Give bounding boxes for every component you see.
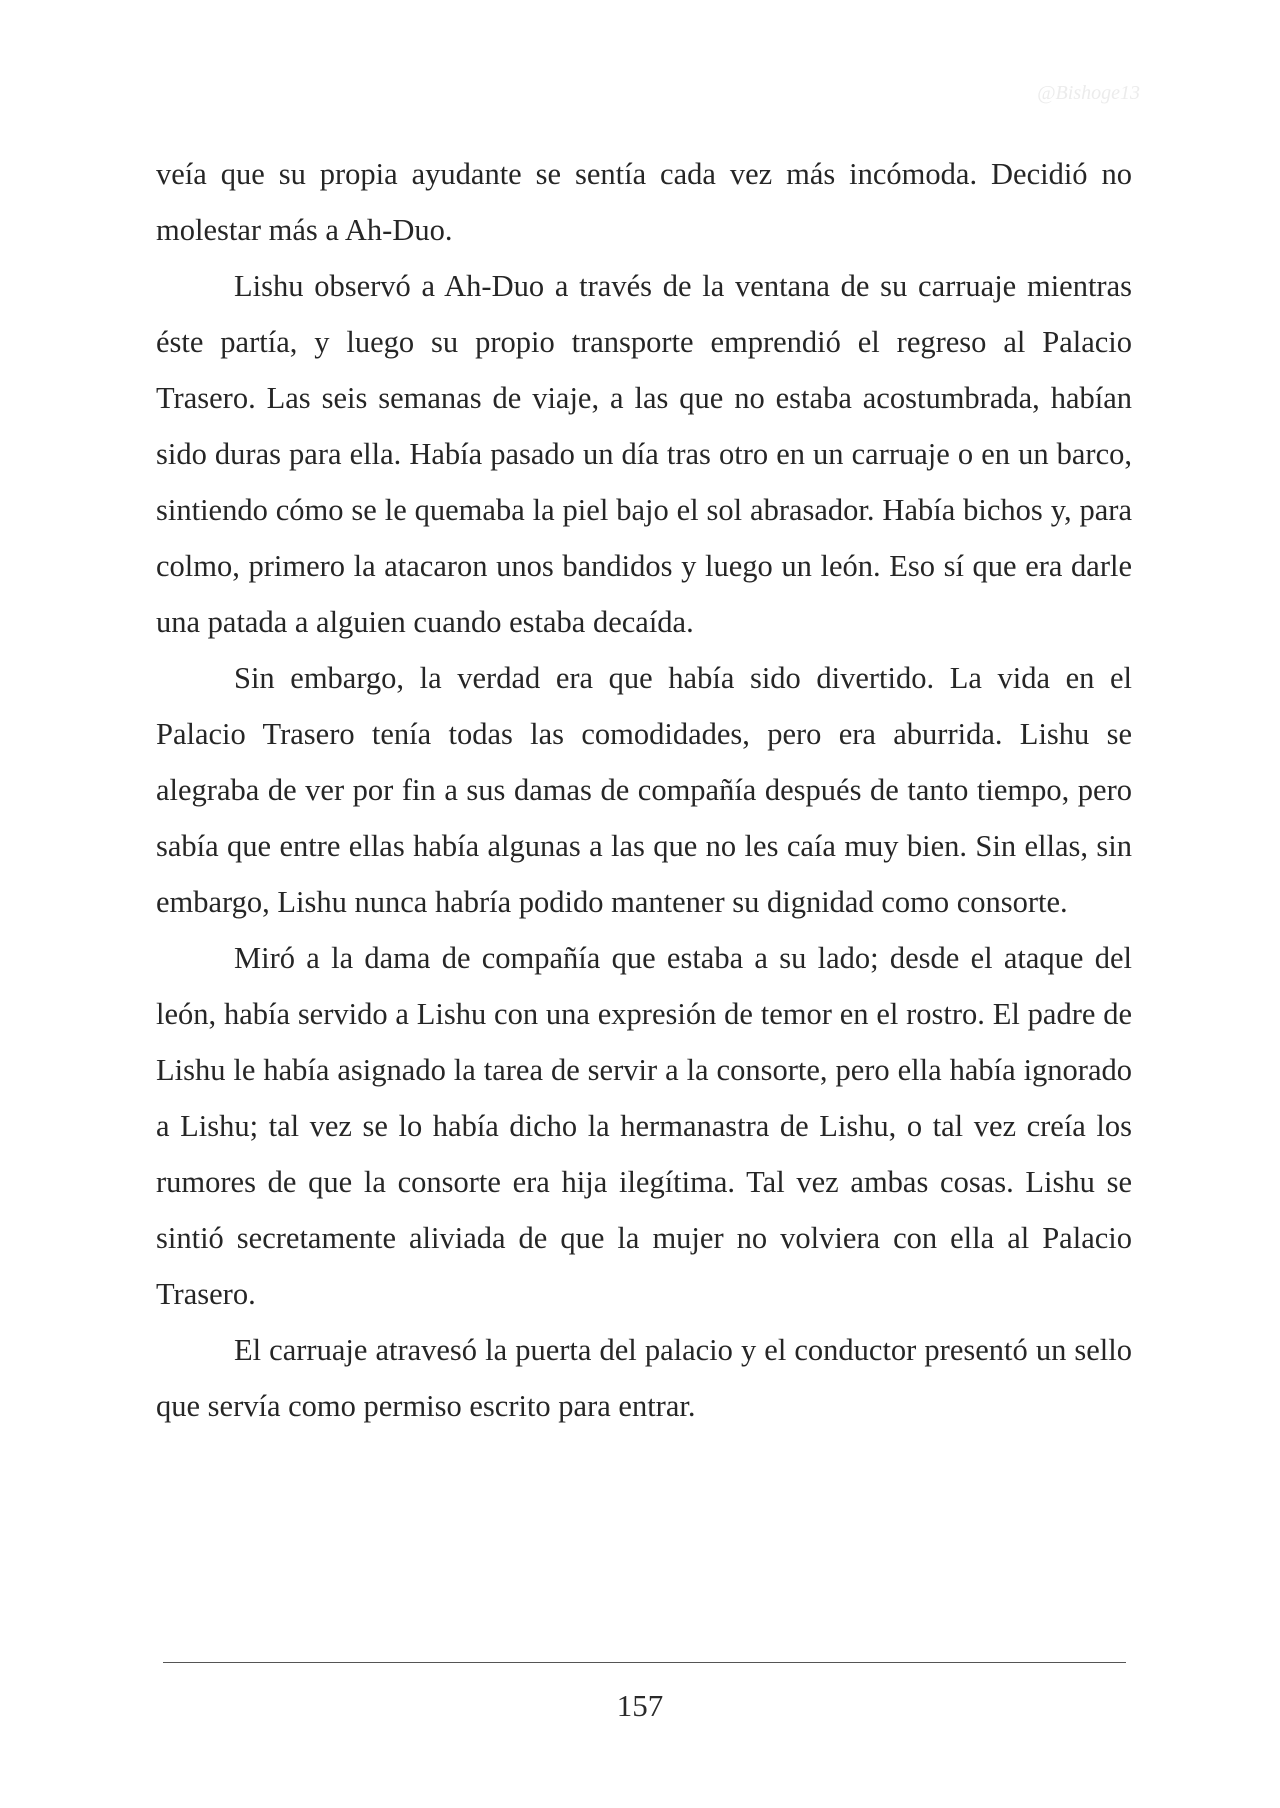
paragraph: Sin embargo, la verdad era que había sido divertido. La vida en el Palacio Trasero tenía todas las comodidades, pero era aburrida. Lishu se alegraba de ver por fin a sus damas de compañía después de tanto tiempo, pero sabía que entre ellas había algunas a las que no les caía muy bien. Sin ellas, sin embargo, Lishu nunca habría podido mantener su dignidad como consorte. (156, 661, 1132, 919)
page-number: 157 (616, 1688, 664, 1723)
footer-divider (163, 1662, 1126, 1663)
paragraph: Lishu observó a Ah-Duo a través de la ventana de su carruaje mientras éste partía, y luego su propio transporte emprendió el regreso al Palacio Trasero. Las seis semanas de viaje, a las que no estaba acostumbrada, habían sido duras para ella. Había pasado un día tras otro en un carruaje o en un barco, sintiendo cómo se le quemaba la piel bajo el sol abrasador. Había bichos y, para colmo, primero la atacaron unos bandidos y luego un león. Eso sí que era darle una patada a alguien cuando estaba decaída. (156, 269, 1132, 639)
paragraph: veía que su propia ayudante se sentía cada vez más incómoda. Decidió no molestar más a Ah-Duo. (156, 157, 1132, 247)
watermark: @Bishoge13 (1037, 82, 1140, 104)
body-text (156, 146, 1132, 1434)
paragraph: Miró a la dama de compañía que estaba a su lado; desde el ataque del león, había servido a Lishu con una expresión de temor en el rostro. El padre de Lishu le había asignado la tarea de servir a la consorte, pero ella había ignorado a Lishu; tal vez se lo había dicho la hermanastra de Lishu, o tal vez creía los rumores de que la consorte era hija ilegítima. Tal vez ambas cosas. Lishu se sintió secretamente aliviada de que la mujer no volviera con ella al Palacio Trasero. (156, 941, 1132, 1311)
paragraph: El carruaje atravesó la puerta del palacio y el conductor presentó un sello que servía como permiso escrito para entrar. (156, 1333, 1132, 1423)
